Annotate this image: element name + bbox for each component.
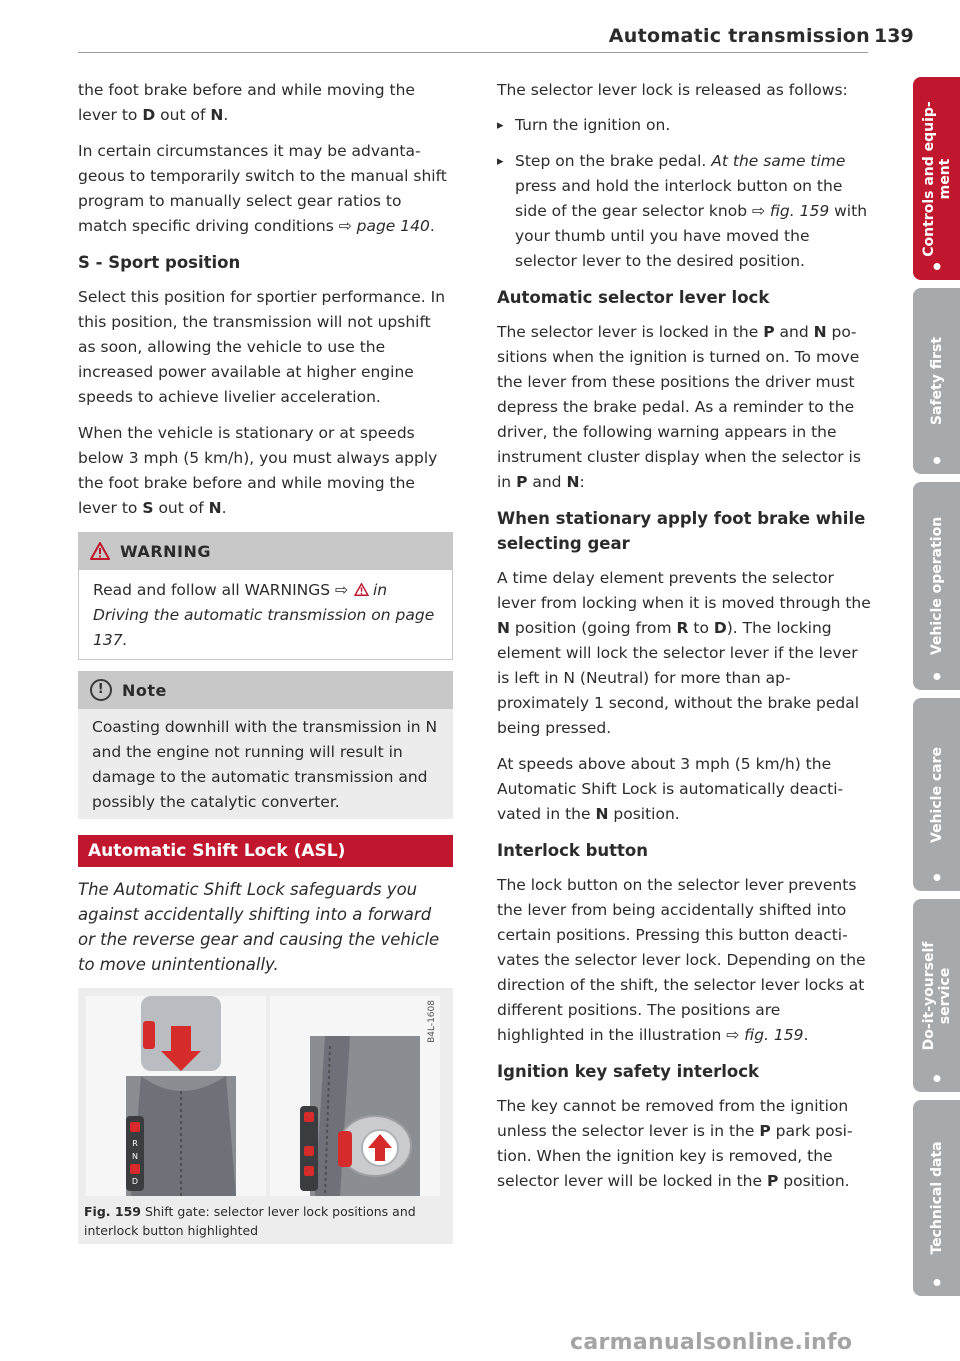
bullet-item: ▸ Turn the ignition on. (497, 113, 872, 138)
paragraph: The selector lever is locked in the P and N positions when the ignition is turned on. To move the lever from these positions the driver must depress the brake pedal. As a reminder to the driver, the following warning appears in the instrument cluster display when the selector is in P and N: (497, 323, 861, 491)
page-reference-link[interactable]: in Driving the automatic transmission on page 137. (93, 581, 435, 649)
section-banner: Automatic Shift Lock (ASL) (78, 835, 453, 867)
section-intro: The Automatic Shift Lock safeguards you against accidentally shifting into a forward or the reverse gear and causing the vehicle to move unintentionally. (78, 880, 440, 974)
warning-header: WARNING (78, 532, 453, 570)
figure-code: B4L-1608 (427, 1000, 437, 1043)
info-circle-icon: ! (90, 679, 112, 701)
sidebar-tab-controls[interactable]: Controls and equip- ment (913, 77, 960, 280)
figure-reference-link[interactable]: ⇨ fig. 159 (726, 1026, 804, 1044)
tab-dot-icon (933, 673, 940, 680)
figure-159 (78, 988, 453, 1244)
paragraph: In certain circumstances it may be advantageous to temporarily switch to the manual shift program to manually select gear ratios to match specific driving conditions ⇨ page 140. (78, 142, 447, 235)
sidebar-tab-care[interactable]: Vehicle care (913, 698, 960, 891)
paragraph: The lock button on the selector lever prevents the lever from being accidentally shifted into certain positions. Pressing this button deactivates the selector lever lock. Depending on the direction of the shift, the selector lever locks at different positions. The positions are highlighted in the illustration ⇨ fig. 159. (497, 876, 866, 1044)
figure-panel-right (270, 996, 440, 1196)
warning-body: Read and follow all WARNINGS ⇨ in Driving the automatic transmission on page 137. (78, 570, 453, 660)
tab-dot-icon (933, 263, 940, 270)
sidebar-tab-safety[interactable]: Safety first (913, 288, 960, 474)
tab-dot-icon (933, 1075, 940, 1082)
gate-letter-n: N (132, 1152, 138, 1161)
tab-dot-icon (933, 874, 940, 881)
gate-letter-d: D (131, 1177, 139, 1186)
shift-lever-illustration (86, 996, 266, 1196)
interlock-button-illustration (270, 996, 440, 1196)
note-body: Coasting downhill with the transmission in N and the engine not running will result in damage to the automatic transmission and possibly the catalytic converter. (78, 709, 453, 819)
note-header: ! Note (78, 671, 453, 709)
header-divider (78, 52, 868, 53)
figure-reference-link[interactable]: ⇨ fig. 159 (751, 202, 830, 220)
left-column (78, 78, 453, 1244)
figure-panel-left (86, 996, 266, 1196)
paragraph: The key cannot be removed from the ignition unless the selector lever is in the P park position. When the ignition key is removed, the selector lever will be locked in the P position. (497, 1097, 853, 1190)
tab-dot-icon (933, 457, 940, 464)
bullet-item: ▸ Step on the brake pedal. At the same time press and hold the interlock button on the side of the gear selector knob ⇨ fig. 159 with your thumb until you have moved the selector lever to the desired position. (497, 149, 872, 274)
paragraph: Select this position for sportier performance. In this position, the transmission will not upshift as soon, allowing the vehicle to use the increased power available at higher engine speeds to achieve livelier acceleration. (78, 288, 446, 406)
note-box (78, 671, 453, 819)
page-reference-link[interactable]: ⇨ page 140 (338, 217, 430, 235)
tab-dot-icon (933, 1279, 940, 1286)
figure-caption: Fig. 159 Shift gate: selector lever lock positions and interlock button highlighted (78, 1196, 453, 1244)
right-column (497, 78, 872, 1205)
paragraph: the foot brake before and while moving the lever to D out of N. (78, 81, 415, 124)
paragraph: A time delay element prevents the selector lever from locking when it is moved through the N position (going from R to D). The locking element will lock the selector lever if the lever is left in N (Neutral) for more than approximately 1 second, without the brake pedal being pressed. (497, 569, 871, 737)
running-header-title: Automatic transmission (608, 25, 870, 47)
sidebar-tab-technical[interactable]: Technical data (913, 1100, 960, 1296)
warning-triangle-icon (90, 542, 110, 560)
page-number: 139 (874, 25, 914, 47)
warning-triangle-icon (354, 583, 369, 596)
section-heading: Ignition key safety interlock (497, 1062, 760, 1081)
sidebar-tab-operation[interactable]: Vehicle operation (913, 482, 960, 690)
section-heading: S - Sport position (78, 253, 241, 272)
section-heading: Automatic selector lever lock (497, 288, 770, 307)
paragraph: At speeds above about 3 mph (5 km/h) the Automatic Shift Lock is automatically deactivated in the N position. (497, 755, 844, 823)
section-heading: Interlock button (497, 841, 649, 860)
warning-box (78, 532, 453, 660)
sidebar-tab-diy[interactable]: Do-it-yourself service (913, 899, 960, 1092)
gate-letter-r: R (132, 1139, 138, 1148)
paragraph: When the vehicle is stationary or at speeds below 3 mph (5 km/h), you must always apply the foot brake before and while moving the lever to S out of N. (78, 424, 438, 517)
watermark: carmanualsonline.info (570, 1330, 853, 1355)
display-message-heading: When stationary apply foot brake while selecting gear (497, 509, 866, 553)
paragraph: The selector lever lock is released as follows: (497, 81, 848, 99)
